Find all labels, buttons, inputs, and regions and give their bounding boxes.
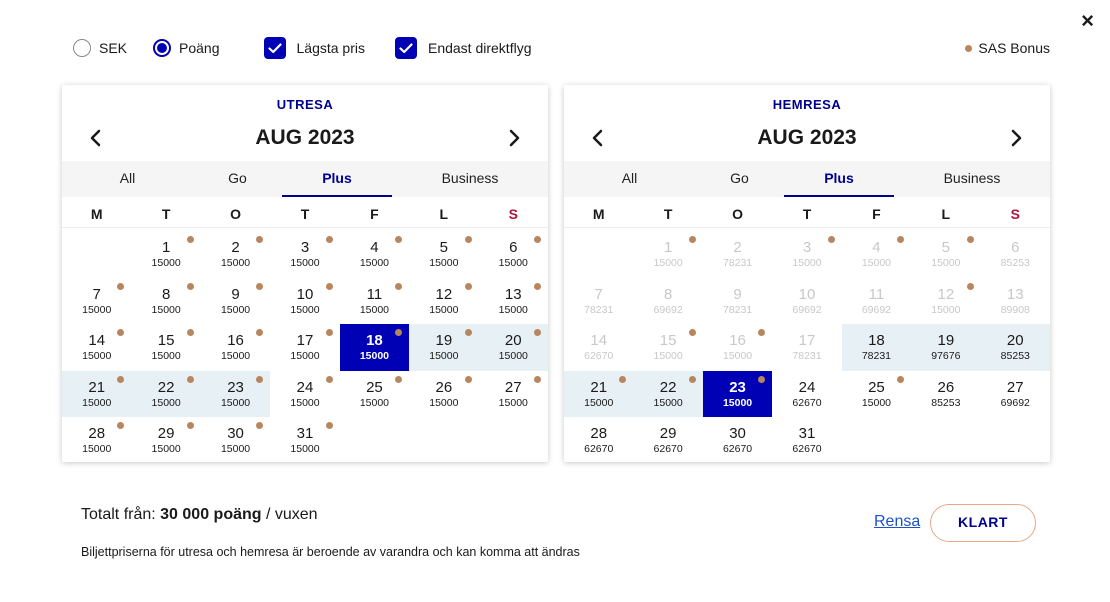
day-price: 15000 xyxy=(722,396,753,409)
day-price: 15000 xyxy=(359,396,390,409)
day-price: 15000 xyxy=(151,257,181,269)
day-number: 1 xyxy=(161,239,171,256)
calendar-day xyxy=(703,324,772,371)
calendar-day[interactable] xyxy=(62,417,131,464)
calendar-day[interactable] xyxy=(409,324,478,371)
sas-bonus-legend xyxy=(965,40,1050,56)
calendar-day[interactable] xyxy=(842,324,911,371)
fare-class-tabs xyxy=(62,161,548,197)
bonus-dot-icon xyxy=(117,376,124,383)
day-price: 15000 xyxy=(290,443,320,455)
calendar-day xyxy=(703,231,772,278)
bonus-dot-icon xyxy=(619,376,626,383)
bonus-dot-icon xyxy=(534,236,541,243)
tab-plus[interactable]: Plus xyxy=(282,161,392,197)
day-price: 15000 xyxy=(653,396,683,409)
calendar-day[interactable] xyxy=(409,231,478,278)
day-number: 26 xyxy=(435,378,453,396)
month-label: AUG 2023 xyxy=(757,126,857,149)
bonus-dot-icon xyxy=(256,283,263,290)
day-price: 62670 xyxy=(792,443,822,455)
day-number: 11 xyxy=(366,285,383,303)
radio-label-sek: SEK xyxy=(99,40,128,56)
day-number: 19 xyxy=(937,332,955,349)
day-number: 27 xyxy=(504,378,522,396)
calendar-day[interactable] xyxy=(340,371,409,418)
bonus-dot-icon xyxy=(326,283,333,290)
total-price xyxy=(81,506,318,524)
calendar-day xyxy=(703,278,772,325)
day-price: 78231 xyxy=(722,303,753,316)
bonus-dot-icon xyxy=(117,283,124,290)
day-number: 3 xyxy=(802,239,812,256)
calendar-day xyxy=(911,231,980,278)
tab-plus[interactable]: Plus xyxy=(784,161,894,197)
day-price: 78231 xyxy=(792,350,822,362)
day-price: 69692 xyxy=(1000,396,1030,409)
price-disclaimer: Biljettpriserna för utresa och hemresa är beroende av varandra och kan komma att ändras xyxy=(81,545,580,559)
bonus-dot-icon xyxy=(828,236,835,243)
day-number: 20 xyxy=(504,332,522,349)
bonus-dot-icon xyxy=(967,236,974,243)
day-price: 15000 xyxy=(151,350,181,362)
tab-business[interactable]: Business xyxy=(441,170,499,186)
day-price: 85253 xyxy=(931,396,961,409)
day-number: 5 xyxy=(439,239,449,256)
calendar-day[interactable] xyxy=(270,371,339,418)
calendar-day[interactable] xyxy=(911,324,980,371)
day-price: 15000 xyxy=(429,257,459,269)
checkbox-label-lowest-price: Lägsta pris xyxy=(296,40,365,56)
day-price: 15000 xyxy=(359,350,390,362)
calendar-day[interactable] xyxy=(479,324,548,371)
chevron-right-icon[interactable] xyxy=(503,127,525,149)
day-number: 8 xyxy=(663,285,673,303)
bonus-dot-icon xyxy=(395,283,402,290)
day-price: 15000 xyxy=(861,257,892,269)
day-number: 22 xyxy=(157,378,175,396)
weekday-label: O xyxy=(230,206,241,222)
radio-circle-icon xyxy=(73,39,91,57)
day-number: 18 xyxy=(366,332,383,349)
day-price: 15000 xyxy=(290,303,320,316)
currency-radio-sek[interactable] xyxy=(73,39,127,57)
day-price: 97676 xyxy=(931,350,961,362)
day-number: 15 xyxy=(659,332,677,349)
day-price: 15000 xyxy=(220,350,251,362)
calendar-day[interactable] xyxy=(633,417,702,464)
calendar-day[interactable] xyxy=(409,371,478,418)
day-number: 21 xyxy=(590,378,608,396)
day-price: 15000 xyxy=(359,303,390,316)
day-price: 85253 xyxy=(1000,257,1030,269)
close-icon[interactable]: × xyxy=(1081,8,1094,33)
calendar-day xyxy=(981,231,1050,278)
calendar-day[interactable] xyxy=(911,371,980,418)
day-number: 8 xyxy=(161,285,171,303)
chevron-left-icon[interactable] xyxy=(85,127,107,149)
weekday-label: M xyxy=(90,206,103,222)
checkbox-label-direct-only: Endast direktflyg xyxy=(427,40,532,56)
day-price: 62670 xyxy=(584,443,614,455)
day-number: 7 xyxy=(92,285,101,303)
day-number: 26 xyxy=(937,378,955,396)
bonus-dot-icon xyxy=(965,45,972,52)
day-price: 15000 xyxy=(82,303,112,316)
day-price: 62670 xyxy=(584,350,614,362)
checkbox-lowest-price[interactable] xyxy=(264,37,365,59)
day-price: 78231 xyxy=(861,350,892,362)
day-number: 19 xyxy=(435,332,453,349)
day-number: 31 xyxy=(798,425,816,442)
calendar-day[interactable] xyxy=(201,278,270,325)
day-number: 16 xyxy=(227,332,244,349)
bonus-dot-icon xyxy=(689,376,696,383)
filter-bar xyxy=(73,36,1050,60)
calendar-day[interactable] xyxy=(131,324,200,371)
total-value: 30 000 poäng xyxy=(160,506,262,523)
calendar-day[interactable] xyxy=(409,278,478,325)
calendar-day[interactable] xyxy=(340,324,409,371)
outbound-calendar xyxy=(62,85,548,462)
calendar-day[interactable] xyxy=(340,231,409,278)
day-number: 14 xyxy=(590,332,608,349)
day-price: 15000 xyxy=(861,396,892,409)
calendar-day xyxy=(911,278,980,325)
day-number: 29 xyxy=(157,425,175,442)
day-price: 15000 xyxy=(429,396,459,409)
calendar-day xyxy=(633,231,702,278)
day-price: 15000 xyxy=(290,257,320,269)
day-price: 15000 xyxy=(584,396,614,409)
calendar-day xyxy=(564,324,633,371)
calendar-day[interactable] xyxy=(703,417,772,464)
weekday-label: T xyxy=(161,206,171,222)
day-number: 17 xyxy=(296,332,314,349)
bonus-dot-icon xyxy=(465,236,472,243)
day-number: 9 xyxy=(733,285,742,303)
day-number: 18 xyxy=(868,332,885,349)
day-price: 15000 xyxy=(792,257,822,269)
day-number: 12 xyxy=(937,285,955,303)
day-price: 62670 xyxy=(792,396,822,409)
day-price: 15000 xyxy=(82,443,112,455)
day-number: 3 xyxy=(300,239,310,256)
calendar-day xyxy=(564,278,633,325)
day-number: 24 xyxy=(296,378,314,396)
calendar-day[interactable] xyxy=(270,278,339,325)
calendar-day[interactable] xyxy=(633,371,702,418)
calendar-title: UTRESA xyxy=(276,97,334,112)
calendar-day xyxy=(633,324,702,371)
day-price: 15000 xyxy=(722,350,753,362)
bonus-dot-icon xyxy=(326,329,333,336)
weekday-label: T xyxy=(663,206,673,222)
calendar-day[interactable] xyxy=(479,278,548,325)
tab-all[interactable]: All xyxy=(119,170,136,186)
day-price: 15000 xyxy=(931,303,961,316)
total-prefix: Totalt från: xyxy=(81,506,161,523)
clear-link[interactable]: Rensa xyxy=(874,513,921,530)
calendar-day[interactable] xyxy=(270,417,339,464)
calendar-day[interactable] xyxy=(201,417,270,464)
day-number: 21 xyxy=(88,378,106,396)
day-number: 28 xyxy=(590,425,608,442)
chevron-left-icon[interactable] xyxy=(587,127,609,149)
day-price: 78231 xyxy=(722,257,753,269)
done-button[interactable]: KLART xyxy=(930,504,1036,542)
day-price: 15000 xyxy=(220,303,251,316)
return-calendar xyxy=(564,85,1050,462)
day-number: 13 xyxy=(1006,285,1024,303)
weekday-label: S xyxy=(508,206,518,222)
bonus-dot-icon xyxy=(465,376,472,383)
bonus-dot-icon xyxy=(187,236,194,243)
bonus-dot-icon xyxy=(534,376,541,383)
weekday-header xyxy=(564,201,1050,228)
calendar-day[interactable] xyxy=(131,371,200,418)
calendar-day[interactable] xyxy=(981,324,1050,371)
day-price: 62670 xyxy=(653,443,683,455)
bonus-dot-icon xyxy=(326,422,333,429)
day-price: 15000 xyxy=(429,350,459,362)
calendar-day[interactable] xyxy=(62,324,131,371)
calendar-day[interactable] xyxy=(201,231,270,278)
weekday-label: O xyxy=(732,206,743,222)
day-price: 15000 xyxy=(429,303,459,316)
day-number: 1 xyxy=(663,239,673,256)
day-number: 30 xyxy=(227,425,244,442)
weekday-label: F xyxy=(872,206,881,222)
day-number: 6 xyxy=(509,239,518,256)
day-number: 23 xyxy=(227,378,244,396)
calendar-day[interactable] xyxy=(479,231,548,278)
day-price: 69692 xyxy=(653,303,683,316)
day-number: 28 xyxy=(88,425,106,442)
calendar-day[interactable] xyxy=(62,278,131,325)
radio-circle-icon xyxy=(153,39,171,57)
day-number: 7 xyxy=(594,285,603,303)
day-price: 15000 xyxy=(82,396,112,409)
day-price: 15000 xyxy=(498,350,528,362)
bonus-dot-icon xyxy=(534,329,541,336)
calendar-day[interactable] xyxy=(201,324,270,371)
day-number: 2 xyxy=(231,239,240,256)
day-number: 17 xyxy=(798,332,816,349)
calendar-day[interactable] xyxy=(131,278,200,325)
day-price: 15000 xyxy=(220,257,251,269)
calendar-day xyxy=(981,278,1050,325)
day-number: 9 xyxy=(231,285,240,303)
weekday-label: S xyxy=(1010,206,1020,222)
weekday-label: T xyxy=(802,206,812,222)
day-price: 15000 xyxy=(151,443,181,455)
bonus-dot-icon xyxy=(187,283,194,290)
calendar-day xyxy=(772,278,841,325)
calendar-day xyxy=(842,278,911,325)
weekday-label: M xyxy=(592,206,605,222)
calendar-day[interactable] xyxy=(479,371,548,418)
fare-class-tabs xyxy=(564,161,1050,197)
day-number: 12 xyxy=(435,285,453,303)
calendar-day[interactable] xyxy=(270,231,339,278)
calendar-day[interactable] xyxy=(772,371,841,418)
day-price: 69692 xyxy=(861,303,892,316)
bonus-dot-icon xyxy=(897,376,904,383)
bonus-dot-icon xyxy=(187,329,194,336)
calendar-day xyxy=(842,231,911,278)
month-label: AUG 2023 xyxy=(255,126,355,149)
day-price: 15000 xyxy=(220,396,251,409)
bonus-dot-icon xyxy=(465,329,472,336)
day-number: 24 xyxy=(798,378,816,396)
bonus-dot-icon xyxy=(967,283,974,290)
bonus-dot-icon xyxy=(187,422,194,429)
day-number: 27 xyxy=(1006,378,1024,396)
bonus-dot-icon xyxy=(465,283,472,290)
day-number: 10 xyxy=(798,285,816,303)
tab-business[interactable]: Business xyxy=(943,170,1001,186)
day-number: 29 xyxy=(659,425,677,442)
day-price: 15000 xyxy=(359,257,390,269)
day-number: 6 xyxy=(1011,239,1020,256)
tab-go[interactable]: Go xyxy=(730,170,749,186)
day-price: 15000 xyxy=(151,303,181,316)
day-price: 89908 xyxy=(1000,303,1030,316)
day-price: 15000 xyxy=(653,350,683,362)
bonus-dot-icon xyxy=(689,329,696,336)
day-number: 25 xyxy=(868,378,885,396)
calendar-day[interactable] xyxy=(981,371,1050,418)
day-number: 4 xyxy=(370,239,379,256)
day-number: 20 xyxy=(1006,332,1024,349)
bonus-dot-icon xyxy=(689,236,696,243)
day-price: 15000 xyxy=(290,350,320,362)
day-price: 69692 xyxy=(792,303,822,316)
weekday-label: L xyxy=(439,206,449,222)
day-number: 2 xyxy=(733,239,742,256)
calendar-day[interactable] xyxy=(772,417,841,464)
day-price: 15000 xyxy=(498,257,528,269)
day-price: 15000 xyxy=(498,303,528,316)
checkmark-icon xyxy=(264,37,286,59)
day-number: 22 xyxy=(659,378,677,396)
calendar-day xyxy=(633,278,702,325)
day-number: 11 xyxy=(868,285,885,303)
day-price: 15000 xyxy=(653,257,683,269)
tab-all[interactable]: All xyxy=(621,170,638,186)
day-number: 5 xyxy=(941,239,951,256)
day-price: 85253 xyxy=(1000,350,1030,362)
bonus-dot-icon xyxy=(534,283,541,290)
radio-label-points: Poäng xyxy=(179,40,220,56)
weekday-label: F xyxy=(370,206,379,222)
calendar-day[interactable] xyxy=(340,278,409,325)
weekday-header xyxy=(62,201,548,228)
calendar-day[interactable] xyxy=(842,371,911,418)
calendar-day[interactable] xyxy=(564,371,633,418)
calendar-title: HEMRESA xyxy=(772,97,842,112)
calendar-day[interactable] xyxy=(564,417,633,464)
day-number: 4 xyxy=(872,239,881,256)
day-number: 16 xyxy=(729,332,746,349)
weekday-label: L xyxy=(941,206,951,222)
currency-radio-points[interactable] xyxy=(153,39,219,57)
weekday-label: T xyxy=(300,206,310,222)
bonus-dot-icon xyxy=(395,376,402,383)
bonus-dot-icon xyxy=(326,236,333,243)
calendar-day[interactable] xyxy=(131,231,200,278)
day-price: 15000 xyxy=(151,396,181,409)
tab-go[interactable]: Go xyxy=(228,170,247,186)
calendar-day[interactable] xyxy=(703,371,772,418)
bonus-dot-icon xyxy=(758,376,765,383)
day-price: 62670 xyxy=(722,443,753,455)
legend-label: SAS Bonus xyxy=(978,40,1050,56)
checkbox-direct-only[interactable] xyxy=(395,37,532,59)
day-number: 13 xyxy=(504,285,522,303)
bonus-dot-icon xyxy=(187,376,194,383)
day-number: 15 xyxy=(157,332,175,349)
chevron-right-icon[interactable] xyxy=(1005,127,1027,149)
day-price: 15000 xyxy=(498,396,528,409)
bonus-dot-icon xyxy=(326,376,333,383)
day-price: 15000 xyxy=(220,443,251,455)
day-number: 25 xyxy=(366,378,383,396)
day-price: 15000 xyxy=(931,257,961,269)
calendar-day[interactable] xyxy=(270,324,339,371)
calendar-day xyxy=(772,231,841,278)
day-price: 15000 xyxy=(290,396,320,409)
day-number: 30 xyxy=(729,425,746,442)
checkmark-icon xyxy=(395,37,417,59)
day-price: 78231 xyxy=(584,303,614,316)
day-price: 15000 xyxy=(82,350,112,362)
day-number: 14 xyxy=(88,332,106,349)
bonus-dot-icon xyxy=(256,376,263,383)
day-number: 10 xyxy=(296,285,314,303)
calendar-day[interactable] xyxy=(131,417,200,464)
day-number: 31 xyxy=(296,425,314,442)
total-suffix: / vuxen xyxy=(261,506,318,523)
calendar-day[interactable] xyxy=(201,371,270,418)
calendar-day[interactable] xyxy=(62,371,131,418)
day-number: 23 xyxy=(729,378,746,396)
calendar-day xyxy=(772,324,841,371)
